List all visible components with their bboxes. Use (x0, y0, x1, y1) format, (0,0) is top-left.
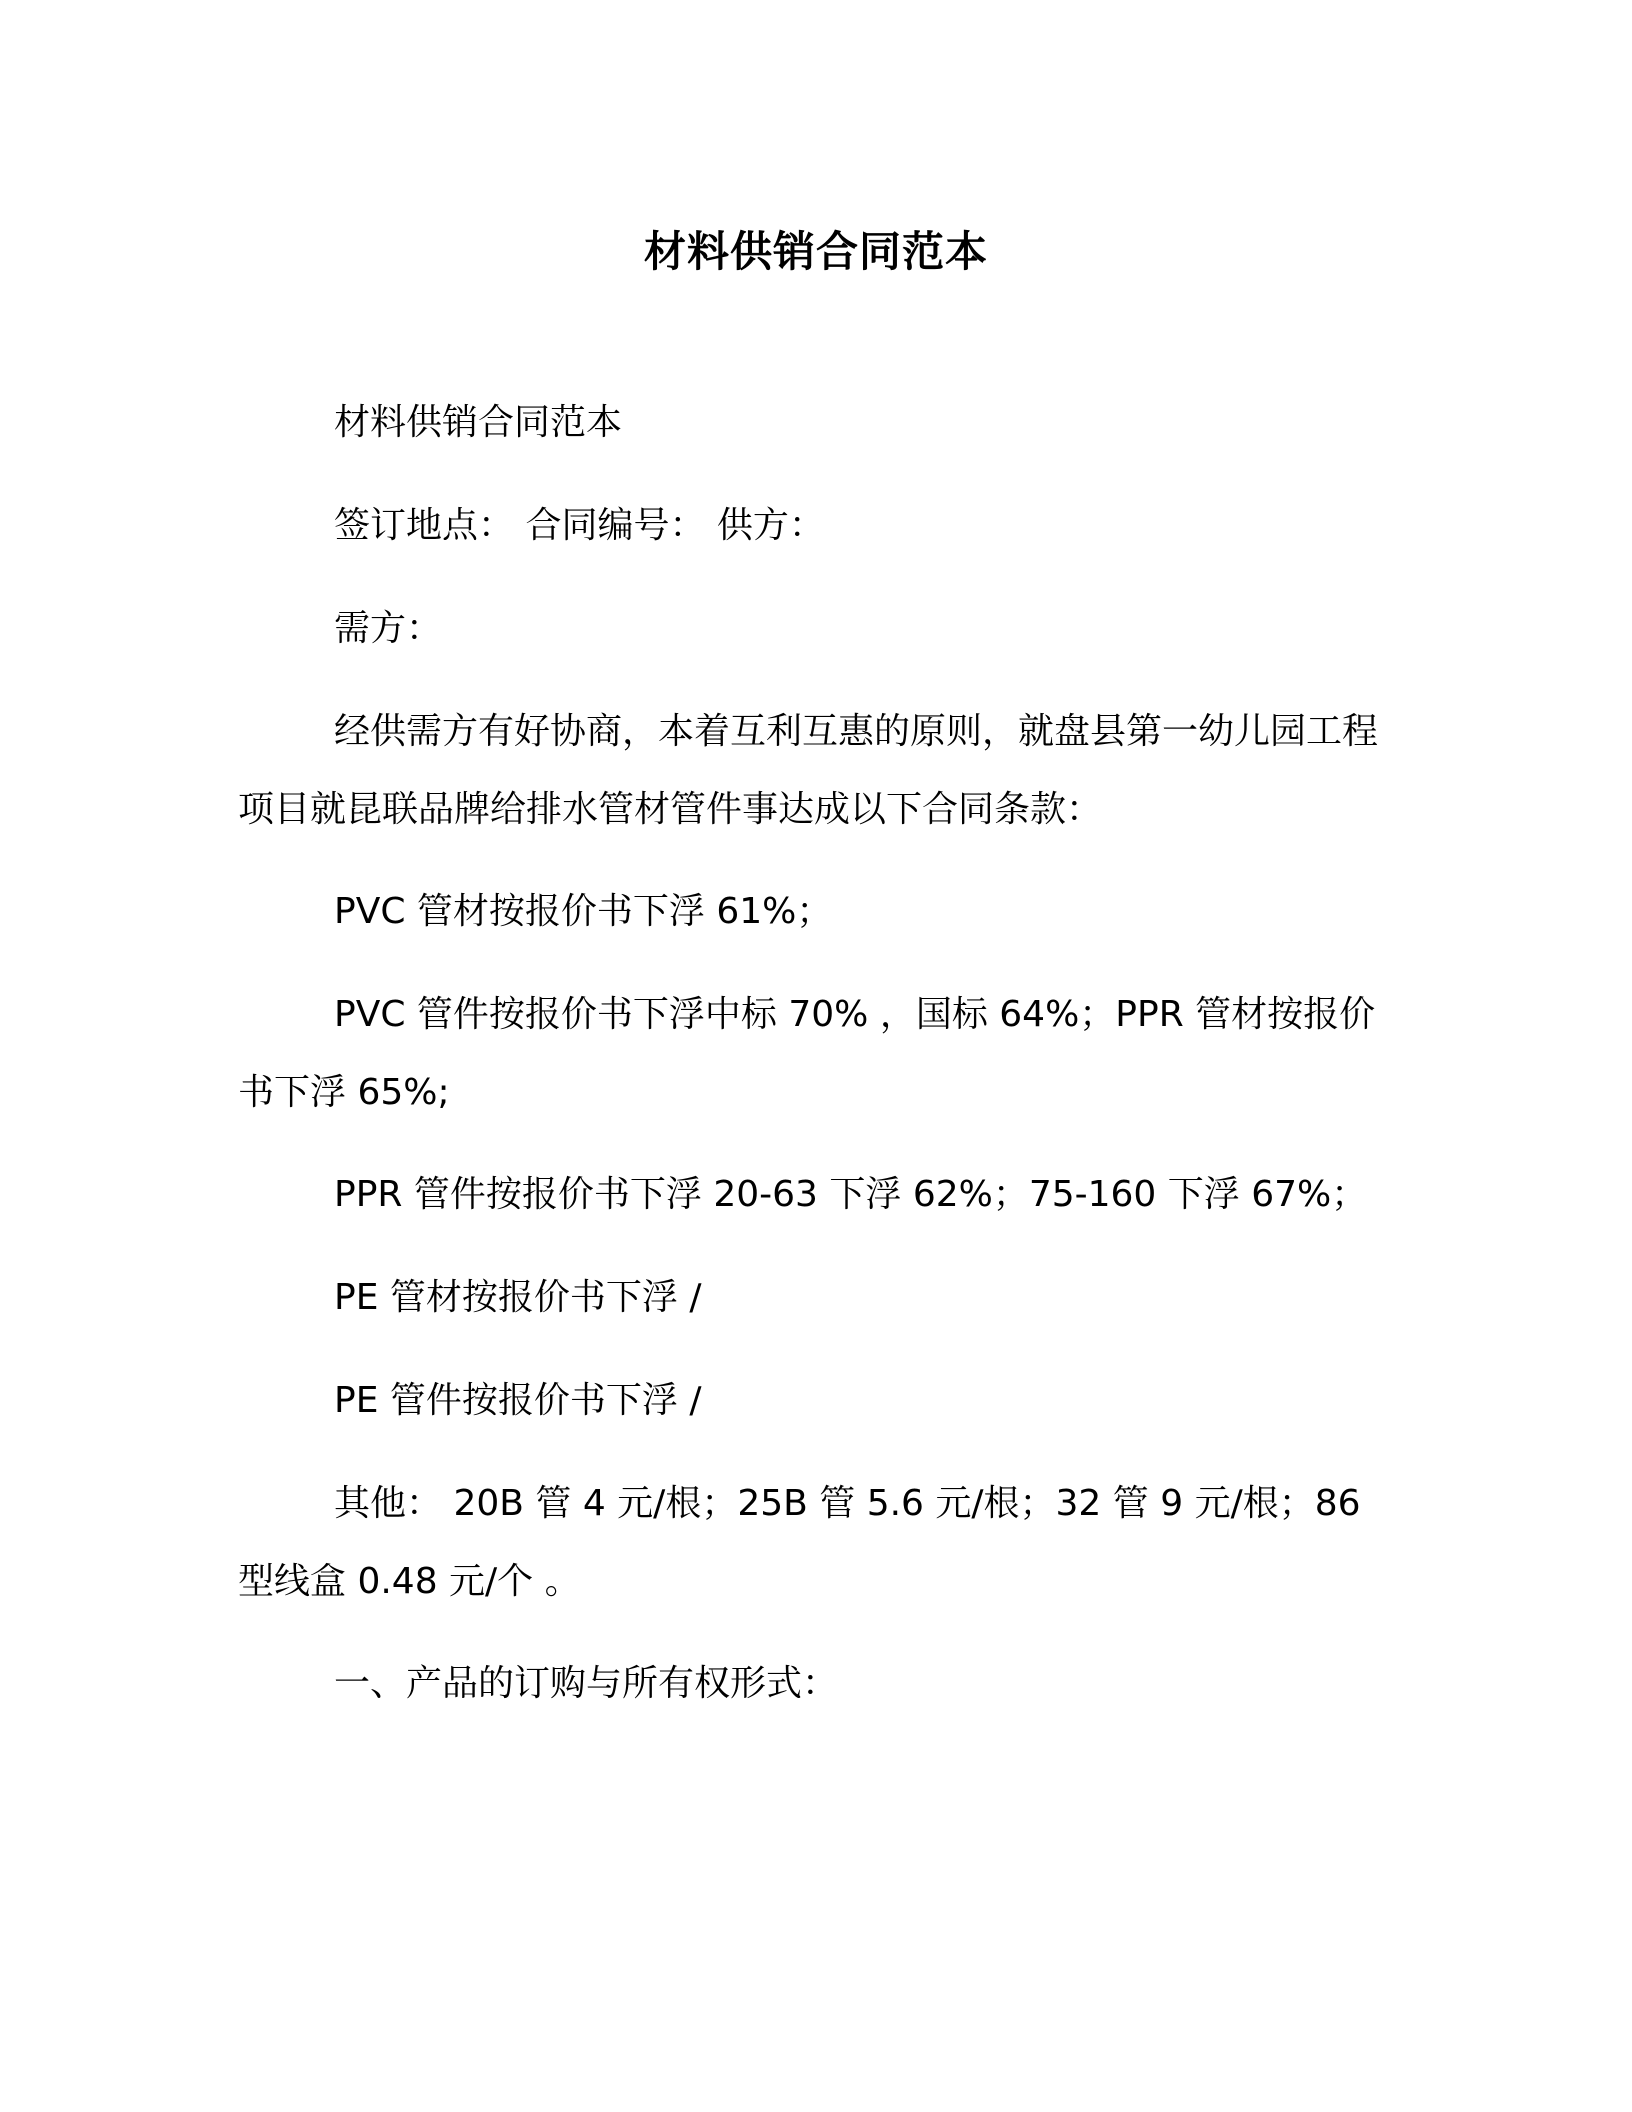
paragraph-other: 其他： 20B 管 4 元/根；25B 管 5.6 元/根；32 管 9 元/根；86 型线盒 0.48 元/个 。 (238, 1483, 1361, 1602)
section-heading-1: 一、产品的订购与所有权形式： (334, 1663, 839, 1704)
paragraph-ppr-fitting: PPR 管件按报价书下浮 20-63 下浮 62%；75-160 下浮 67%； (334, 1174, 1368, 1215)
paragraph-intro: 经供需方有好协商，本着互利互惠的原则，就盘县第一幼儿园工程项目就昆联品牌给排水管材管件事达成以下合同条款： (238, 711, 1379, 830)
paragraph-buyer: 需方： (334, 608, 443, 649)
paragraph-signing-info: 签订地点： 合同编号： 供方： (334, 505, 825, 546)
paragraph-subtitle: 材料供销合同范本 (334, 402, 623, 443)
paragraph-pe-pipe: PE 管材按报价书下浮 / (334, 1277, 702, 1318)
document-title: 材料供销合同范本 (643, 227, 988, 276)
paragraph-pvc-pipe: PVC 管材按报价书下浮 61%； (334, 891, 833, 932)
paragraph-pe-fitting: PE 管件按报价书下浮 / (334, 1380, 702, 1421)
paragraph-pvc-fitting: PVC 管件按报价书下浮中标 70% ，国标 64%；PPR 管材按报价书下浮 65%; (238, 994, 1376, 1113)
